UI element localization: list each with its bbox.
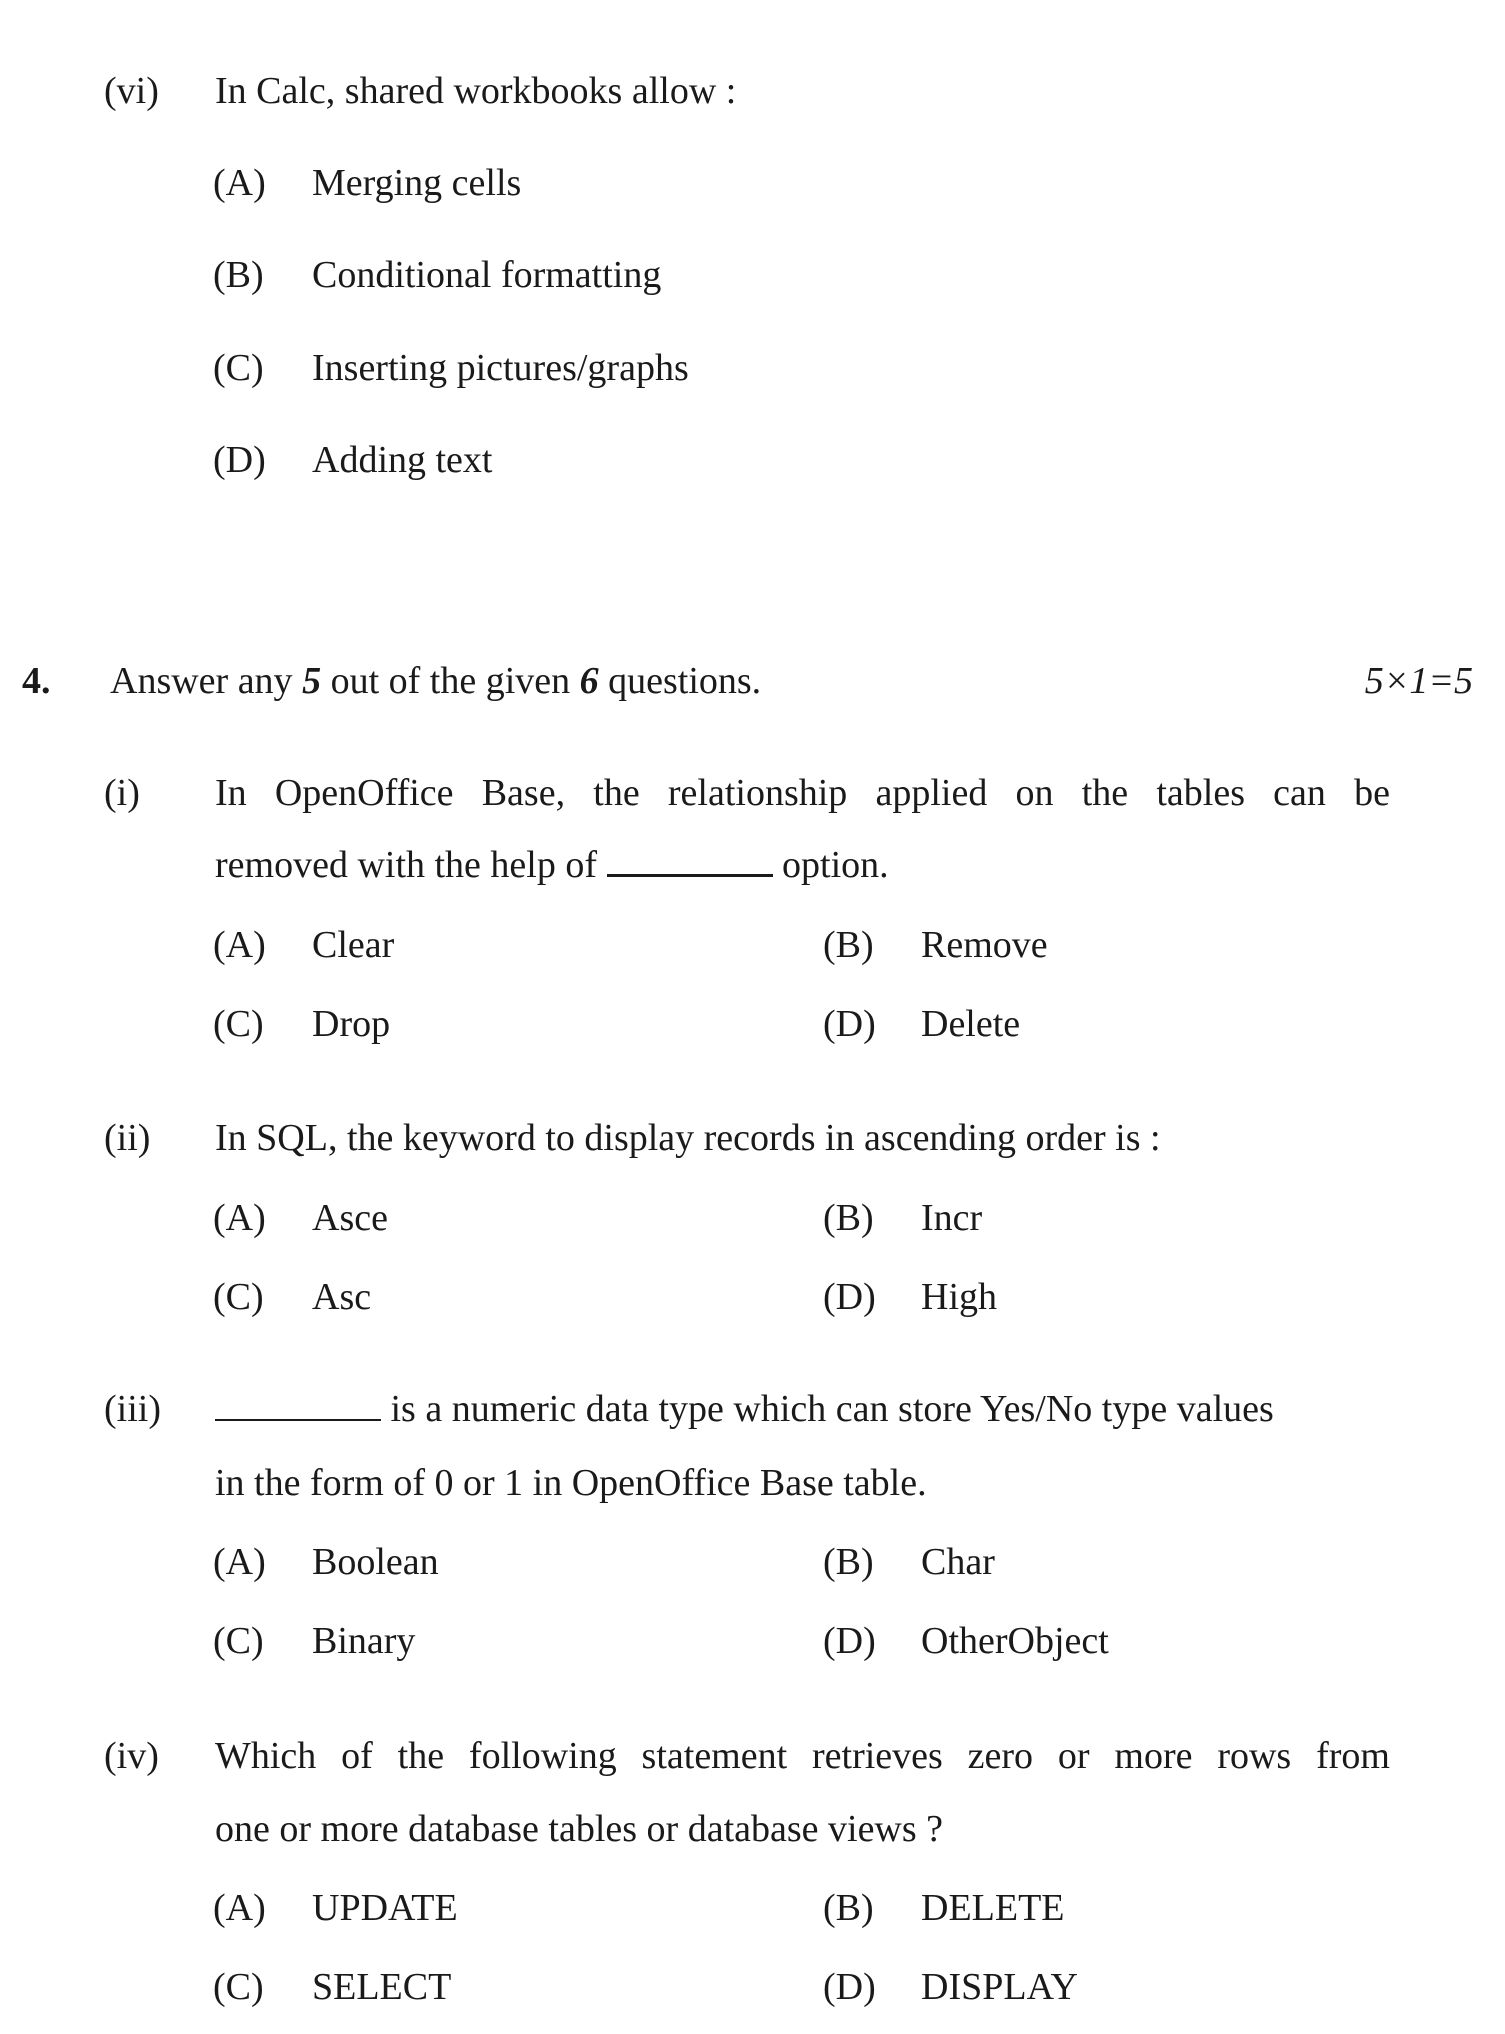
- word: zero: [967, 1735, 1034, 1777]
- option-letter: (B): [823, 1197, 874, 1239]
- question-label-iv: (iv): [104, 1735, 159, 1777]
- question-text-iii-line1: is a numeric data type which can store Yes/No type values: [215, 1390, 1274, 1428]
- option-letter: (C): [213, 1620, 264, 1662]
- option-letter: (B): [823, 924, 874, 966]
- option-text: High: [921, 1276, 997, 1318]
- word: following: [468, 1735, 617, 1777]
- word: the: [1081, 772, 1129, 814]
- option-letter: (A): [213, 924, 266, 966]
- option-letter: (D): [823, 1003, 876, 1045]
- word: on: [1015, 772, 1054, 814]
- option-text: Asce: [312, 1197, 388, 1239]
- option-text: Binary: [312, 1620, 416, 1662]
- question-text-iii-line2: in the form of 0 or 1 in OpenOffice Base table.: [215, 1462, 927, 1504]
- option-text: Clear: [312, 924, 395, 966]
- word: Base,: [481, 772, 566, 814]
- question-4-instruction: Answer any 5 out of the given 6 questions.: [110, 660, 762, 702]
- option-text: SELECT: [312, 1966, 452, 2008]
- word: can: [1273, 772, 1326, 814]
- word: statement: [641, 1735, 788, 1777]
- option-letter: (C): [213, 1276, 264, 1318]
- word: rows: [1217, 1735, 1292, 1777]
- question-label-vi: (vi): [104, 70, 159, 112]
- option-letter: (C): [213, 1966, 264, 2008]
- question-label-i: (i): [104, 772, 140, 814]
- option-letter: (A): [213, 1887, 266, 1929]
- word: OpenOffice: [274, 772, 454, 814]
- option-text: Merging cells: [312, 162, 522, 204]
- word: from: [1316, 1735, 1390, 1777]
- word: the: [593, 772, 640, 814]
- option-text: Char: [921, 1541, 995, 1583]
- option-letter: (A): [213, 162, 266, 204]
- question-text-iv-line1: [215, 1737, 1390, 1775]
- option-text: DELETE: [921, 1887, 1065, 1929]
- option-letter: (D): [823, 1966, 876, 2008]
- option-text: UPDATE: [312, 1887, 458, 1929]
- option-text: Remove: [921, 924, 1048, 966]
- answer-blank: [607, 873, 773, 877]
- question-number-4: 4.: [22, 660, 51, 702]
- question-text-i-line1: [215, 774, 1390, 812]
- option-letter: (D): [823, 1620, 876, 1662]
- option-letter: (B): [213, 254, 264, 296]
- option-text: Adding text: [312, 439, 493, 481]
- option-letter: (D): [213, 439, 266, 481]
- option-text: Delete: [921, 1003, 1021, 1045]
- option-letter: (B): [823, 1541, 874, 1583]
- answer-blank: [215, 1418, 381, 1421]
- word: retrieves: [812, 1735, 943, 1777]
- question-label-iii: (iii): [104, 1388, 161, 1430]
- question-text-ii: In SQL, the keyword to display records in ascending order is :: [215, 1117, 1161, 1159]
- word: or: [1057, 1735, 1090, 1777]
- option-text: Asc: [312, 1276, 372, 1318]
- question-text-iv-line2: one or more database tables or database views ?: [215, 1808, 944, 1850]
- word: applied: [875, 772, 988, 814]
- option-letter: (A): [213, 1541, 266, 1583]
- word: In: [215, 772, 247, 814]
- marks-allocation: 5×1=5: [1364, 660, 1473, 702]
- option-text: OtherObject: [921, 1620, 1109, 1662]
- word: the: [397, 1735, 445, 1777]
- option-text: Incr: [921, 1197, 983, 1239]
- word: be: [1354, 772, 1390, 814]
- word: relationship: [667, 772, 848, 814]
- option-text: Conditional formatting: [312, 254, 662, 296]
- option-text: Boolean: [312, 1541, 439, 1583]
- question-text-i-line2: removed with the help of option.: [215, 844, 889, 886]
- question-text-vi: In Calc, shared workbooks allow :: [215, 70, 737, 112]
- word: more: [1114, 1735, 1193, 1777]
- option-letter: (B): [823, 1887, 874, 1929]
- word: Which: [215, 1735, 317, 1777]
- word: tables: [1156, 772, 1245, 814]
- word: of: [341, 1735, 373, 1777]
- option-text: Inserting pictures/graphs: [312, 347, 689, 389]
- option-letter: (C): [213, 347, 264, 389]
- option-text: DISPLAY: [921, 1966, 1078, 2008]
- option-letter: (D): [823, 1276, 876, 1318]
- option-letter: (C): [213, 1003, 264, 1045]
- option-letter: (A): [213, 1197, 266, 1239]
- question-label-ii: (ii): [104, 1117, 151, 1159]
- option-text: Drop: [312, 1003, 391, 1045]
